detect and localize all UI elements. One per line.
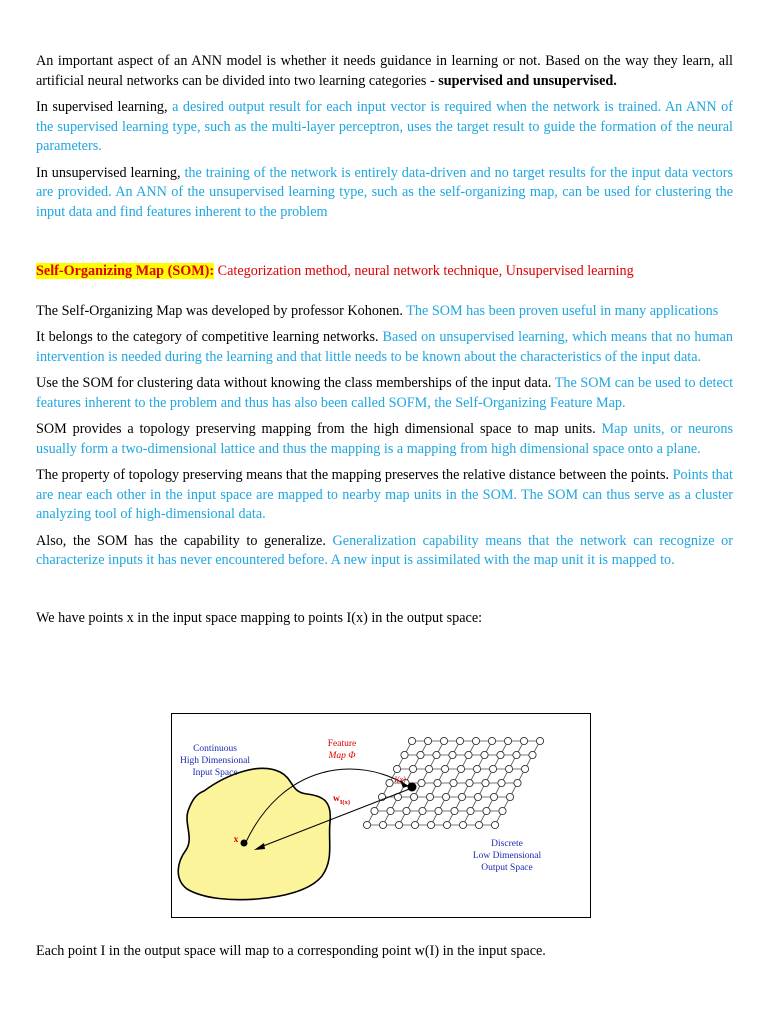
output-space-label-line2: Low Dimensional — [472, 851, 542, 861]
lattice-node — [490, 793, 497, 800]
lattice-node — [491, 821, 498, 828]
output-space-label — [457, 838, 557, 874]
lattice-node — [498, 779, 505, 786]
lattice-node — [529, 751, 536, 758]
lattice-node — [520, 737, 527, 744]
weight-label — [333, 793, 363, 809]
lattice-node — [475, 821, 482, 828]
lattice-node — [363, 821, 370, 828]
lattice-node — [441, 765, 448, 772]
lattice-node — [424, 737, 431, 744]
lattice-node — [459, 821, 466, 828]
output-space-label-line3: Output Space — [481, 863, 533, 873]
lattice-node — [506, 793, 513, 800]
lattice-node — [458, 793, 465, 800]
som-p1-detail: The SOM has been proven useful in many applications — [406, 302, 719, 319]
som-paragraph-6 — [36, 532, 733, 571]
som-p5-detail: Points that are near each other in the input space are mapped to nearby map units in the SOM. The SOM can thus serve as a cluster analyzing tool of high-dimensional data. — [36, 467, 733, 522]
lattice-node — [442, 793, 449, 800]
lattice-node — [488, 737, 495, 744]
input-point-x — [241, 840, 248, 847]
input-space-label-line2: High Dimensional — [180, 756, 250, 766]
lattice-node — [443, 821, 450, 828]
unsupervised-paragraph — [36, 164, 733, 223]
lattice-node — [440, 737, 447, 744]
supervised-lead: In supervised learning, — [36, 99, 173, 115]
lattice-node — [401, 751, 408, 758]
lattice-node — [419, 807, 426, 814]
supervised-detail: a desired output result for each input vector is required when the network is trained. An ANN of the supervised learning type, such as the multi-layer perceptron, uses the target result to guide the formation of the neural parameters. — [36, 99, 733, 154]
input-space-label-line3: Input Space — [192, 768, 238, 778]
lattice-node — [451, 807, 458, 814]
unsupervised-lead: In unsupervised learning, — [36, 164, 185, 181]
lattice-node — [497, 751, 504, 758]
input-space-label — [175, 743, 255, 779]
lattice-node — [467, 807, 474, 814]
lattice-node — [521, 765, 528, 772]
weight-label-w: w — [333, 794, 340, 804]
feature-map-label — [317, 738, 367, 762]
lattice-node — [395, 821, 402, 828]
intro-text: An important aspect of an ANN model is whether it needs guidance in learning or not. Based on the way they learn, all artificial neural networks can be divided into two learning categories - — [36, 53, 733, 89]
figure-intro: We have points x in the input space mapping to points I(x) in the output space: — [36, 609, 483, 626]
lattice-node — [483, 807, 490, 814]
som-p4-lead: SOM provides a topology preserving mapping from the high dimensional space to map units. — [36, 421, 602, 437]
lattice-node — [536, 737, 543, 744]
lattice-node — [417, 751, 424, 758]
lattice-node — [481, 751, 488, 758]
lattice-node — [425, 765, 432, 772]
som-heading-subtitle: Categorization method, neural network technique, Unsupervised learning — [214, 263, 634, 279]
som-p4-detail: Map units, or neurons usually form a two-dimensional lattice and thus the mapping is a mapping from high dimensional space onto a plane. — [36, 421, 733, 457]
lattice-node — [433, 751, 440, 758]
som-paragraph-1 — [36, 302, 733, 322]
lattice-node — [465, 751, 472, 758]
som-p2-detail: Based on unsupervised learning, which means that no human intervention is needed during the learning and that little needs to be known about the characteristics of the input data. — [36, 329, 733, 365]
ix-label: I(x) — [394, 775, 406, 784]
lattice-node — [411, 821, 418, 828]
som-paragraph-4 — [36, 420, 733, 459]
som-paragraph-3 — [36, 374, 733, 413]
lattice-node — [379, 821, 386, 828]
lattice-node — [410, 793, 417, 800]
lattice-node — [505, 765, 512, 772]
lattice-node — [466, 779, 473, 786]
lattice-node — [408, 737, 415, 744]
lattice-node — [371, 807, 378, 814]
lattice-node — [449, 751, 456, 758]
lattice-node — [426, 793, 433, 800]
lattice-node — [499, 807, 506, 814]
lattice-node — [514, 779, 521, 786]
lattice-node — [456, 737, 463, 744]
som-p2-lead: It belongs to the category of competitive learning networks. — [36, 329, 383, 345]
som-diagram — [171, 713, 591, 918]
lattice-node — [403, 807, 410, 814]
lattice-node — [409, 765, 416, 772]
som-heading — [36, 262, 733, 282]
som-paragraph-5 — [36, 466, 733, 525]
supervised-paragraph — [36, 98, 733, 157]
lattice-node — [435, 807, 442, 814]
som-heading-highlight: Self-Organizing Map (SOM): — [36, 263, 215, 279]
lattice-node — [482, 779, 489, 786]
input-space-label-line1: Continuous — [193, 744, 237, 754]
output-space-label-line1: Discrete — [491, 839, 523, 849]
intro-paragraph-1 — [36, 52, 733, 91]
som-p5-lead: The property of topology preserving means that the mapping preserves the relative distance between the points. — [36, 467, 673, 483]
lattice-node — [489, 765, 496, 772]
lattice-node — [387, 807, 394, 814]
som-p6-detail: Generalization capability means that the network can recognize or characterize inputs it has never encountered before. A new input is assimilated with the map unit it is mapped to. — [36, 532, 733, 568]
document-body — [36, 52, 733, 628]
feature-map-label-line2: Map Φ — [328, 751, 356, 761]
weight-label-subscript: I(x) — [339, 798, 350, 806]
lattice-node — [450, 779, 457, 786]
lattice-node — [504, 737, 511, 744]
som-p1-lead: The Self-Organizing Map was developed by professor Kohonen. — [36, 302, 407, 319]
lattice-node — [418, 779, 425, 786]
som-p3-detail: The SOM can be used to detect features inherent to the problem and thus has also been called SOFM, the Self-Organizing Feature Map. — [36, 375, 734, 411]
som-p3-lead: Use the SOM for clustering data without knowing the class memberships of the input data. — [36, 375, 555, 391]
feature-map-label-line1: Feature — [327, 739, 357, 749]
lattice-node — [434, 779, 441, 786]
unsupervised-detail: the training of the network is entirely data-driven and no target results for the input data vectors are provided. An ANN of the unsupervised learning type, such as the self-organizing map, can be used for clustering the input data and find features inherent to the problem — [36, 164, 734, 220]
lattice-node — [474, 793, 481, 800]
lattice-node — [473, 765, 480, 772]
lattice-node — [393, 765, 400, 772]
input-space-blob — [178, 768, 330, 899]
lattice-node — [457, 765, 464, 772]
lattice-node — [513, 751, 520, 758]
intro-bold-text: supervised and unsupervised. — [438, 72, 617, 89]
lattice-node — [472, 737, 479, 744]
som-p6-lead: Also, the SOM has the capability to generalize. — [36, 532, 333, 549]
lattice-node — [427, 821, 434, 828]
som-paragraph-2 — [36, 328, 733, 367]
x-label: x — [233, 835, 239, 845]
closing-paragraph: Each point I in the output space will map to a corresponding point w(I) in the input space. — [36, 943, 546, 959]
